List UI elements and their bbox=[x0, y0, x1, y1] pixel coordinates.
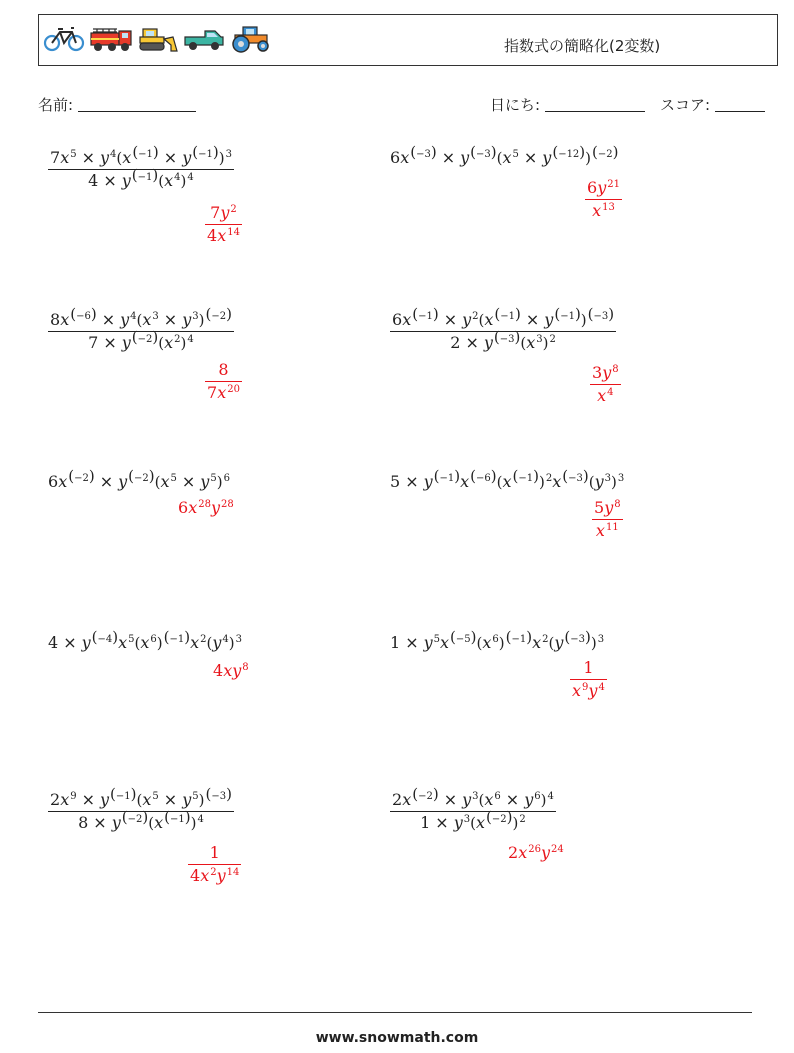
name-label: 名前: bbox=[38, 96, 74, 114]
problem-expression: $6x^{(-3)} \times y^{(-3)}(x^5 \times y^{(-12)})^{(-2)}$ bbox=[390, 143, 619, 167]
problem-expression: $4 \times y^{(-4)}x^5(x^6)^{(-1)}x^2(y^4)^3$ bbox=[48, 628, 243, 652]
name-field[interactable] bbox=[38, 94, 196, 115]
bulldozer-icon bbox=[137, 23, 179, 53]
worksheet-title: 指数式の簡略化(2変数) bbox=[504, 37, 661, 55]
answer-expression: $2x^{26}y^{24}$ bbox=[508, 843, 564, 862]
problem-expression: $6x^{(-2)} \times y^{(-2)}(x^5 \times y^5)^6$ bbox=[48, 467, 230, 491]
problem-expression: $1 \times y^5x^{(-5)}(x^6)^{(-1)}x^2(y^{(-3)})^3$ bbox=[390, 628, 605, 652]
answer-expression: $4xy^8$ bbox=[213, 661, 249, 680]
footer-divider bbox=[38, 1012, 752, 1013]
answer-expression: $\frac{7y^2}{4x^{14}}$ bbox=[207, 203, 240, 245]
answer-expression: $\frac{6y^{21}}{x^{13}}$ bbox=[587, 178, 620, 220]
problem-expression: $\frac{2x^{(-2)} \times y^3(x^6 \times y^6)^4}{1 \times y^3(x^{(-2)})^2}$ bbox=[392, 785, 554, 832]
problem-expression: $\frac{7x^5 \times y^4(x^{(-1)} \times y^{(-1)})^3}{4 \times y^{(-1)}(x^4)^4}$ bbox=[50, 143, 232, 190]
fire-truck-icon bbox=[89, 23, 133, 53]
score-label: スコア: bbox=[660, 96, 711, 114]
header-box bbox=[38, 14, 778, 66]
problem-expression: $\frac{6x^{(-1)} \times y^2(x^{(-1)} \times y^{(-1)})^{(-3)}}{2 \times y^{(-3)}(x^3)^2}$ bbox=[392, 305, 615, 352]
date-blank[interactable] bbox=[545, 97, 645, 112]
answer-expression: $\frac{5y^8}{x^{11}}$ bbox=[594, 498, 621, 540]
problem-expression: $5 \times y^{(-1)}x^{(-6)}(x^{(-1)})^2x^{(-3)}(y^3)^3$ bbox=[390, 467, 625, 491]
answer-expression: $\frac{3y^8}{x^4}$ bbox=[592, 363, 619, 405]
tractor-icon bbox=[229, 23, 271, 53]
date-label: 日にち: bbox=[490, 96, 541, 114]
name-blank[interactable] bbox=[78, 97, 196, 112]
problem-expression: $\frac{8x^{(-6)} \times y^4(x^3 \times y^3)^{(-2)}}{7 \times y^{(-2)}(x^2)^4}$ bbox=[50, 305, 232, 352]
header-icons bbox=[43, 23, 271, 53]
footer-url: www.snowmath.com bbox=[315, 1030, 479, 1046]
answer-expression: $\frac{8}{7x^{20}}$ bbox=[207, 360, 240, 402]
bicycle-icon bbox=[43, 23, 85, 53]
pickup-truck-icon bbox=[183, 23, 225, 53]
date-field[interactable] bbox=[490, 94, 645, 115]
score-field[interactable] bbox=[660, 94, 765, 115]
answer-expression: $6x^{28}y^{28}$ bbox=[178, 498, 234, 517]
answer-expression: $\frac{1}{x^9y^4}$ bbox=[572, 658, 605, 700]
answer-expression: $\frac{1}{4x^2y^{14}}$ bbox=[190, 843, 240, 885]
score-blank[interactable] bbox=[715, 97, 765, 112]
problem-expression: $\frac{2x^9 \times y^{(-1)}(x^5 \times y^5)^{(-3)}}{8 \times y^{(-2)}(x^{(-1)})^4}$ bbox=[50, 785, 232, 832]
